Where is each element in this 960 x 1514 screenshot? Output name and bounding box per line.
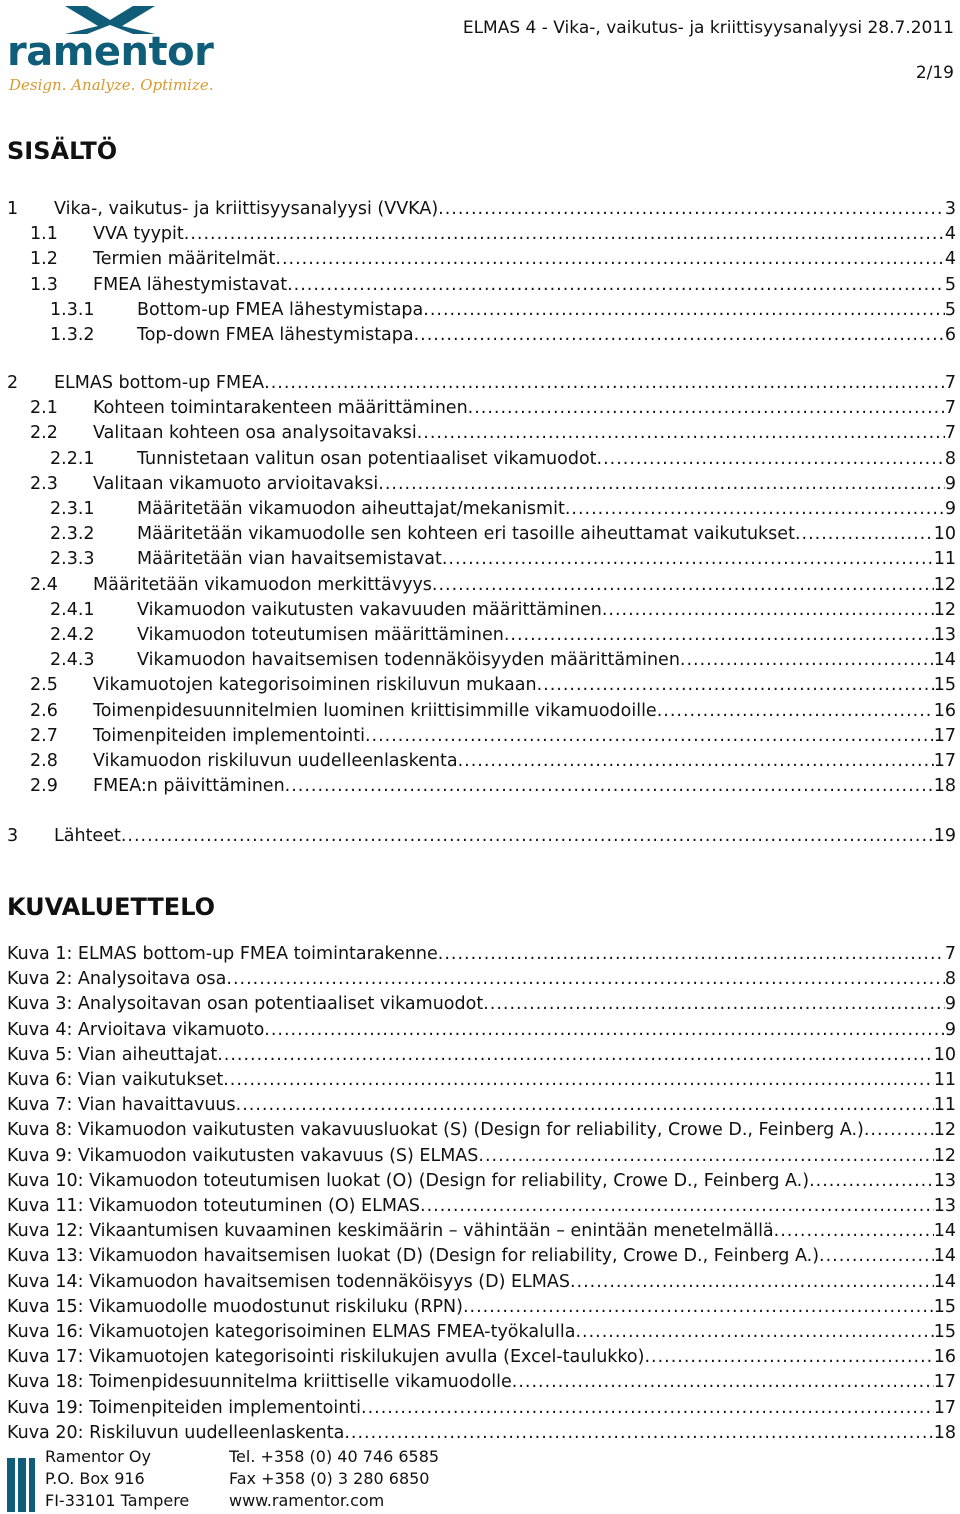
figure-entry-title: Kuva 17: Vikamuotojen kategorisointi riskilukujen avulla (Excel-taulukko) [7, 1347, 645, 1368]
figure-entry[interactable] [7, 1167, 956, 1192]
toc-entry-title: Kohteen toimintarakenteen määrittäminen [93, 398, 468, 419]
toc-entry-number: 1 [7, 199, 19, 219]
figure-entry-title: Kuva 5: Vian aiheuttajat [7, 1044, 218, 1065]
toc-entry-number: 1.3 [30, 274, 58, 295]
figure-entry-page: 10 [933, 1044, 956, 1065]
toc-entry-page: 18 [933, 776, 956, 797]
logo-wordmark: ramentor [7, 29, 214, 75]
toc-entry-number: 2.4.3 [50, 650, 95, 671]
toc-entry-title: Määritetään vikamuodon aiheuttajat/mekanismit [137, 499, 565, 519]
figure-entry[interactable] [7, 1142, 956, 1167]
toc-entry-page: 10 [933, 524, 956, 545]
toc-entry-title: VVA tyypit [93, 224, 184, 245]
toc-entry-number: 2.3.1 [50, 499, 95, 519]
figure-entry-page: 7 [944, 944, 956, 964]
figure-leader-dots [420, 1195, 934, 1217]
figure-entry-title: Kuva 13: Vikamuodon havaitsemisen luokat (D) (Design for reliability, Crowe D., Feinberg A.) [7, 1246, 820, 1267]
toc-entry-title: Toimenpiteiden implementointi [93, 725, 365, 746]
figure-leader-dots [264, 1019, 945, 1041]
footer-box: P.O. Box 916 [45, 1469, 145, 1488]
toc-entry-number: 2.5 [30, 675, 58, 696]
figure-entry-title: Kuva 20: Riskiluvun uudelleenlaskenta [7, 1422, 345, 1443]
toc-entry-number: 2.2.1 [50, 448, 95, 469]
toc-entry-number: 2.2 [30, 423, 58, 444]
toc-entry-page: 12 [933, 574, 956, 595]
footer-web-link[interactable]: www.ramentor.com [229, 1491, 385, 1510]
toc-entry-number: 2.3 [30, 473, 58, 494]
figure-entry-page: 14 [933, 1221, 956, 1242]
figure-entry[interactable] [7, 1419, 956, 1444]
toc-entry-title: Vikamuotojen kategorisoiminen riskiluvun mukaan [93, 675, 537, 696]
figure-entry-page: 14 [933, 1246, 956, 1267]
figure-leader-dots [864, 1119, 934, 1141]
toc-entry-page: 13 [933, 625, 956, 645]
toc-entry-number: 2 [7, 373, 19, 393]
figure-entry-title: Kuva 1: ELMAS bottom-up FMEA toimintarakenne [7, 944, 438, 964]
figure-entry-title: Kuva 8: Vikamuodon vaikutusten vakavuusluokat (S) (Design for reliability, Crowe D., Feinberg A.) [7, 1120, 864, 1141]
figure-entry-page: 17 [933, 1372, 956, 1393]
toc-entry-number: 2.9 [30, 776, 58, 797]
toc-entry-title: Lähteet [54, 826, 121, 846]
figure-entry-page: 8 [944, 969, 956, 990]
figure-leader-dots [809, 1170, 934, 1192]
toc-entry-page: 14 [933, 650, 956, 671]
toc-entry-page: 7 [944, 398, 956, 419]
figure-entry-title: Kuva 14: Vikamuodon havaitsemisen todennäköisyys (D) ELMAS [7, 1271, 570, 1292]
figure-leader-dots [644, 1346, 933, 1368]
figure-leader-dots [361, 1397, 934, 1419]
toc-entry-number: 3 [7, 826, 19, 846]
toc-entry-number: 2.8 [30, 751, 58, 771]
toc-entry-page: 11 [933, 549, 956, 570]
figure-entry[interactable] [7, 1192, 956, 1217]
toc-entry-title: Top-down FMEA lähestymistapa [137, 325, 414, 345]
figure-entry-title: Kuva 11: Vikamuodon toteutuminen (O) ELMAS [7, 1196, 421, 1216]
figure-entry[interactable] [7, 1016, 956, 1041]
toc-entry-number: 1.3.1 [50, 299, 95, 320]
figure-entry-title: Kuva 4: Arvioitava vikamuoto [7, 1019, 265, 1040]
toc-entry-number: 1.2 [30, 249, 58, 270]
toc-entry-title: Määritetään vian havaitsemistavat [137, 549, 442, 570]
figure-entry-page: 14 [933, 1271, 956, 1292]
figure-entry[interactable] [7, 990, 956, 1015]
figure-entry-page: 18 [933, 1422, 956, 1443]
toc-entry-page: 4 [944, 249, 956, 270]
footer-contact [229, 1446, 439, 1512]
figure-leader-dots [575, 1321, 933, 1343]
figure-entry-page: 16 [933, 1347, 956, 1368]
list-of-figures-heading: KUVALUETTELO [7, 893, 216, 921]
footer-address [45, 1446, 189, 1512]
toc-entry-page: 17 [933, 725, 956, 746]
toc-entry-page: 9 [944, 473, 956, 494]
figure-leader-dots [438, 943, 945, 965]
figure-leader-dots [236, 1094, 934, 1116]
figure-leader-dots [819, 1245, 934, 1267]
toc-entry-title: Vika-, vaikutus- ja kriittisyysanalyysi (VVKA) [54, 199, 439, 219]
toc-entry-title: FMEA:n päivittäminen [93, 776, 285, 797]
page-number: 2/19 [915, 63, 954, 83]
toc-entry-page: 5 [944, 299, 956, 320]
footer [7, 1446, 440, 1512]
toc-entry-page: 19 [933, 826, 956, 846]
figure-entry[interactable] [7, 1318, 956, 1343]
figure-entry-page: 12 [933, 1145, 956, 1166]
toc-entry-number: 2.4 [30, 574, 58, 595]
figure-entry-page: 12 [933, 1120, 956, 1141]
toc-entry-number: 2.7 [30, 725, 58, 746]
document-title: ELMAS 4 - Vika-, vaikutus- ja kriittisyysanalyysi 28.7.2011 [462, 18, 954, 38]
figure-entry-page: 9 [944, 1019, 956, 1040]
figure-leader-dots [483, 993, 945, 1015]
toc-entry-title: Määritetään vikamuodolle sen kohteen eri tasoille aiheuttamat vaikutukset [137, 524, 795, 545]
toc-entry-title: Vikamuodon riskiluvun uudelleenlaskenta [93, 751, 458, 771]
toc-entry-page: 9 [944, 499, 956, 519]
toc-entry-title: FMEA lähestymistavat [93, 274, 288, 295]
footer-company: Ramentor Oy [45, 1447, 151, 1466]
figure-entry[interactable] [7, 1217, 956, 1242]
footer-bars-icon [7, 1458, 35, 1512]
figure-entry[interactable] [7, 1394, 956, 1419]
toc-entry-title: Toimenpidesuunnitelmien luominen kriittisimmille vikamuodoille [93, 700, 657, 721]
figure-entry-page: 11 [933, 1070, 956, 1090]
toc-entry-number: 2.1 [30, 398, 58, 419]
figure-entry[interactable] [7, 1368, 956, 1393]
toc-entry-title: Valitaan kohteen osa analysoitavaksi [93, 423, 417, 444]
toc-entry-page: 5 [944, 274, 956, 295]
toc-entry-title: Vikamuodon vaikutusten vakavuuden määrittäminen [137, 599, 602, 620]
figure-entry-title: Kuva 3: Analysoitavan osan potentiaaliset vikamuodot [7, 994, 484, 1015]
toc-entry-number: 2.6 [30, 700, 58, 721]
toc-entry-page: 8 [944, 448, 956, 469]
toc-entry-page: 12 [933, 599, 956, 620]
figure-leader-dots [570, 1271, 934, 1293]
figure-entry-title: Kuva 9: Vikamuodon vaikutusten vakavuus (S) ELMAS [7, 1145, 479, 1166]
figure-leader-dots [217, 1044, 934, 1066]
toc-entry-title: Valitaan vikamuoto arvioitavaksi [93, 473, 379, 494]
figure-entry-title: Kuva 19: Toimenpiteiden implementointi [7, 1397, 362, 1418]
figure-entry[interactable] [7, 1041, 956, 1066]
figure-entry[interactable] [7, 1066, 956, 1091]
toc-entry-title: Termien määritelmät [93, 249, 276, 270]
toc-entry-title: Vikamuodon toteutumisen määrittäminen [137, 625, 504, 645]
toc-entry-title: Tunnistetaan valitun osan potentiaaliset vikamuodot [137, 448, 597, 469]
toc-entry-page: 7 [944, 373, 956, 393]
figure-entry-page: 15 [933, 1296, 956, 1317]
toc-entry-page: 3 [944, 199, 956, 219]
toc-entry-title: Bottom-up FMEA lähestymistapa [137, 299, 424, 320]
toc-entry-number: 2.4.2 [50, 625, 95, 645]
figure-entry-title: Kuva 6: Vian vaikutukset [7, 1070, 224, 1090]
toc-entry-number: 2.4.1 [50, 599, 95, 620]
toc-entry-number: 1.3.2 [50, 325, 95, 345]
toc-entry-number: 1.1 [30, 224, 58, 245]
figure-entry-title: Kuva 7: Vian havaittavuus [7, 1095, 236, 1116]
toc-entry-page: 15 [933, 675, 956, 696]
figure-entry[interactable] [7, 1293, 956, 1318]
figure-entry-title: Kuva 15: Vikamuodolle muodostunut riskiluku (RPN) [7, 1296, 463, 1317]
figure-leader-dots [223, 1069, 933, 1091]
figure-entry-page: 15 [933, 1322, 956, 1342]
toc-entry-page: 7 [944, 423, 956, 444]
toc-entry-page: 6 [944, 325, 956, 345]
figure-entry[interactable] [7, 1116, 956, 1141]
figure-entry-page: 11 [933, 1095, 956, 1116]
figure-leader-dots [344, 1422, 933, 1444]
figure-entry[interactable] [7, 1242, 956, 1267]
toc-entry-page: 16 [933, 700, 956, 721]
footer-fax: Fax +358 (0) 3 280 6850 [229, 1469, 430, 1488]
figure-entry-title: Kuva 16: Vikamuotojen kategorisoiminen ELMAS FMEA-työkalulla [7, 1322, 576, 1342]
footer-city: FI-33101 Tampere [45, 1491, 190, 1510]
figure-entry-page: 13 [933, 1170, 956, 1191]
figure-entry[interactable] [7, 1268, 956, 1293]
figure-leader-dots [226, 968, 944, 990]
figure-entry-page: 13 [933, 1196, 956, 1216]
figure-entry[interactable] [7, 940, 956, 965]
toc-entry-title: ELMAS bottom-up FMEA [54, 373, 265, 393]
toc-entry-page: 4 [944, 224, 956, 245]
toc-entry-title: Määritetään vikamuodon merkittävyys [93, 574, 432, 595]
figure-leader-dots [512, 1371, 934, 1393]
figure-entry[interactable] [7, 1091, 956, 1116]
toc-heading: SISÄLTÖ [7, 137, 118, 165]
figure-entry[interactable] [7, 965, 956, 990]
figure-entry-title: Kuva 18: Toimenpidesuunnitelma kriittiselle vikamuodolle [7, 1372, 512, 1393]
logo-tagline: Design. Analyze. Optimize. [9, 76, 214, 94]
figure-leader-dots [478, 1145, 933, 1167]
figure-entry[interactable] [7, 1343, 956, 1368]
figure-entry-title: Kuva 10: Vikamuodon toteutumisen luokat (O) (Design for reliability, Crowe D., Feinberg A.) [7, 1170, 810, 1191]
toc-entry-number: 2.3.2 [50, 524, 95, 545]
figure-entry-title: Kuva 2: Analysoitava osa [7, 969, 227, 990]
figure-entry-page: 9 [944, 994, 956, 1015]
list-of-figures [7, 0, 956, 1450]
toc-entry-page: 17 [933, 751, 956, 771]
figure-leader-dots [774, 1220, 934, 1242]
figure-entry-page: 17 [933, 1397, 956, 1418]
toc-entry-number: 2.3.3 [50, 549, 95, 570]
footer-tel: Tel. +358 (0) 40 746 6585 [229, 1447, 440, 1466]
toc-entry-title: Vikamuodon havaitsemisen todennäköisyyden määrittäminen [137, 650, 680, 671]
figure-leader-dots [463, 1296, 934, 1318]
figure-entry-title: Kuva 12: Vikaantumisen kuvaaminen keskimäärin – vähintään – enintään menetelmällä [7, 1221, 774, 1242]
